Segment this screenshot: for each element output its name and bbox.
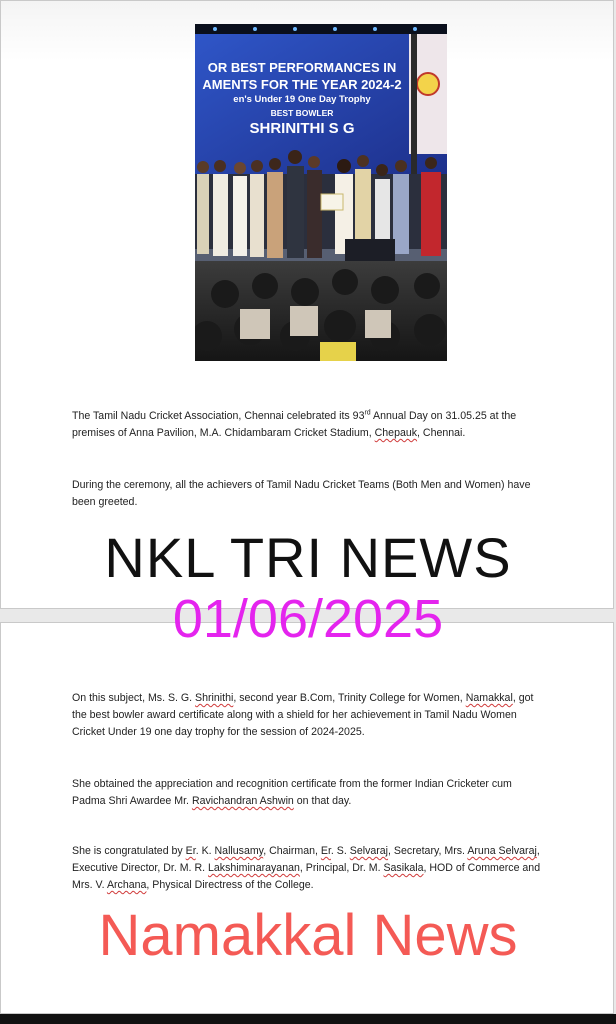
para5-text-o: , HOD of Commerce and Mrs. V. (72, 862, 541, 891)
paragraph-annual-day (72, 408, 546, 442)
para4-text-a: She obtained the appreciation and recognition certificate from the former Indian Cricketer cum Padma Shri Awardee Mr. (72, 778, 512, 807)
para5-text-g: . S. (330, 845, 350, 857)
para5-title-2: Er (320, 845, 331, 857)
para1-text-d: , Chennai. (417, 427, 466, 439)
banner-text (195, 60, 409, 138)
para5-text-k: , Executive Director, Dr. M. R. (72, 845, 540, 874)
para5-text-a: She is congratulated by (72, 845, 186, 857)
banner-line-4: BEST BOWLER (270, 108, 334, 118)
banner-line-1: OR BEST PERFORMANCES IN (207, 60, 397, 75)
news-footer: Namakkal News (98, 903, 518, 968)
para1-place: Chepauk (374, 427, 418, 439)
paragraph-congratulations (72, 843, 546, 894)
para1-text-a: The Tamil Nadu Cricket Association, Chennai celebrated its 93 (72, 410, 365, 422)
secretary-name: Selvaraj (349, 845, 389, 857)
news-date: 01/06/2025 (172, 589, 444, 649)
news-title: NKL TRI NEWS (104, 526, 512, 589)
student-name: Shrinithi (195, 692, 234, 704)
hod-name: Sasikala (383, 862, 424, 874)
para5-text-q: , Physical Directress of the College. (146, 879, 314, 891)
banner-line-3: en's Under 19 One Day Trophy (233, 94, 371, 105)
banner-line-5: SHRINITHI S G (249, 120, 355, 137)
para3-text-e: , got the best bowler award certificate along with a shield for her achievement in Tamil Nadu Women Cricket Under 19 one day trophy for the session of 2024-2025. (72, 692, 534, 738)
bottom-bar (0, 1014, 616, 1024)
para5-text-m: , Principal, Dr. M. (299, 862, 384, 874)
cricketer-name: Ravichandran Ashwin (191, 795, 294, 807)
principal-name: Lakshiminarayanan (208, 862, 300, 874)
para5-text-c: . K. (195, 845, 215, 857)
para3-place: Namakkal (465, 692, 513, 704)
para4-text-c: on that day. (293, 795, 352, 807)
paragraph-recognition (72, 776, 546, 810)
paragraph-ceremony: During the ceremony, all the achievers of Tamil Nadu Cricket Teams (Both Men and Women) have been greeted. (72, 479, 531, 508)
para5-text-i: , Secretary, Mrs. (388, 845, 468, 857)
director-name: Aruna Selvaraj (467, 845, 537, 857)
para5-text-e: , Chairman, (263, 845, 321, 857)
banner-line-2: AMENTS FOR THE YEAR 2024-2 (202, 77, 402, 92)
event-photo (195, 24, 447, 361)
ordinal-superscript: rd (364, 409, 371, 417)
para5-title-1: Er (185, 845, 196, 857)
paragraph-award (72, 690, 546, 741)
para3-text-a: On this subject, Ms. S. G. (72, 692, 196, 704)
para1-text-b: Annual Day on 31.05.25 at the premises of Anna Pavilion, M.A. Chidambaram Cricket Stadium, (72, 410, 517, 439)
chairman-name: Nallusamy (214, 845, 264, 857)
directress-name: Archana (106, 879, 147, 891)
para3-text-c: , second year B.Com, Trinity College for Women, (233, 692, 466, 704)
